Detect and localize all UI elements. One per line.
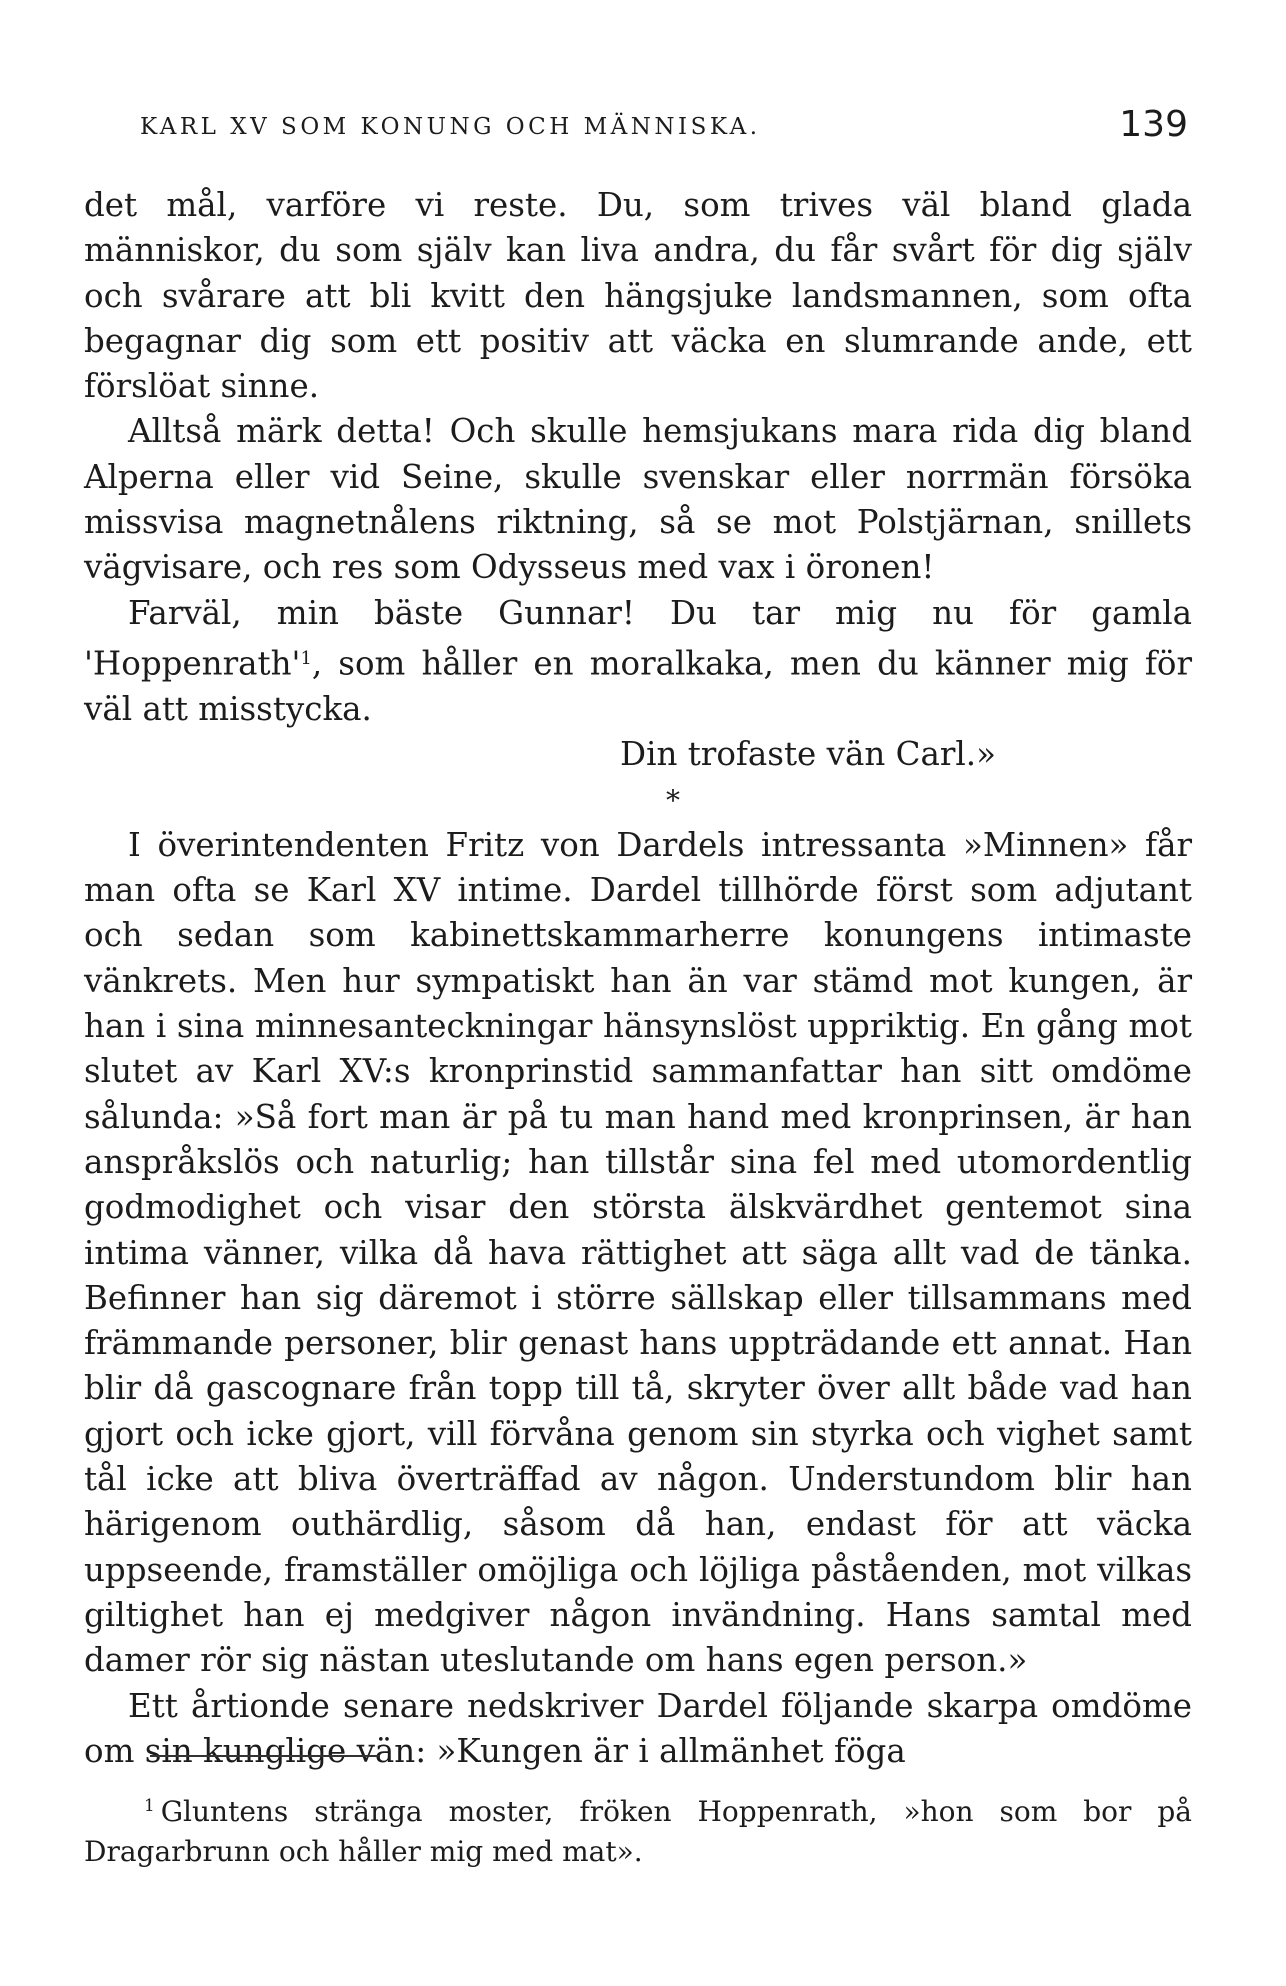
footnote-reference: 1 bbox=[300, 647, 312, 669]
footnote-marker: 1 bbox=[144, 1795, 155, 1815]
page-header bbox=[80, 104, 1188, 144]
page-number: 139 bbox=[1119, 104, 1188, 145]
paragraph: Ett årtionde senare nedskriver Dardel följande skarpa omdöme om sin kunglige vän: »Kungen är i allmänhet föga bbox=[84, 1686, 1192, 1770]
footnote bbox=[84, 1785, 1192, 1872]
running-title: KARL XV SOM KONUNG OCH MÄNNISKA. bbox=[140, 114, 761, 140]
paragraph: det mål, varföre vi reste. Du, som trives väl bland glada människor, du som själv kan liva andra, du får svårt för dig själv och svårare att bli kvitt den hängsjuke landsmannen, som ofta begagnar dig som ett positiv att väcka en slumrande ande, ett förslöat sinne. bbox=[84, 186, 1192, 406]
paragraph: Alltså märk detta! Och skulle hemsjukans mara rida dig bland Alperna eller vid Seine, skulle svenskar eller norrmän försöka missvisa magnetnålens riktning, så se mot Polstjärnan, snillets vägvisare, och res som Odysseus med vax i öronen! bbox=[84, 412, 1192, 587]
paragraph: I överintendenten Fritz von Dardels intressanta »Minnen» får man ofta se Karl XV intime. Dardel tillhörde först som adjutant och sedan som kabinettskammarherre konungens intimaste vänkrets. Men hur sympatiskt han än var stämd mot kungen, är han i sina minnesanteckningar hänsynslöst uppriktig. En gång mot slutet av Karl XV:s kronprinstid sammanfattar han sitt omdöme sålunda: »Så fort man är på tu man hand med kronprinsen, är han anspråkslös och naturlig; han tillstår sina fel med utomordentlig godmodighet och visar den största älskvärdhet gentemot sina intima vänner, vilka då hava rättighet att säga allt vad de tänka. Befinner han sig däremot i större sällskap eller tillsammans med främmande personer, blir genast hans uppträdande ett annat. Han blir då gascognare från topp till tå, skryter över allt både vad han gjort och icke gjort, vill förvåna genom sin styrka och vighet samt tål icke att bliva överträffad av någon. Understundom blir han härigenom outhärdlig, såsom då han, endast för att väcka uppseende, framställer omöjliga och löjliga påståenden, mot vilkas giltighet han ej medgiver någon invändning. Hans samtal med damer rör sig nästan uteslutande om hans egen person.» bbox=[84, 825, 1192, 1680]
footnote-body: Gluntens stränga moster, fröken Hoppenrath, »hon som bor på Dragarbrunn och håller mig med mat». bbox=[84, 1795, 1192, 1869]
letter-signature: Din trofaste vän Carl.» bbox=[620, 735, 996, 774]
paragraph-text: , som håller en moralkaka, men du känner mig för väl att misstycka. bbox=[84, 644, 1192, 728]
section-separator: * bbox=[666, 783, 680, 817]
paragraph bbox=[84, 591, 1192, 733]
footnote-rule bbox=[150, 1755, 380, 1757]
footnote-text bbox=[84, 1785, 1192, 1872]
paragraph-text: Farväl, min bäste Gunnar! Du tar mig nu för gamla 'Hoppenrath' bbox=[84, 593, 1192, 683]
body-text bbox=[84, 183, 1192, 1774]
